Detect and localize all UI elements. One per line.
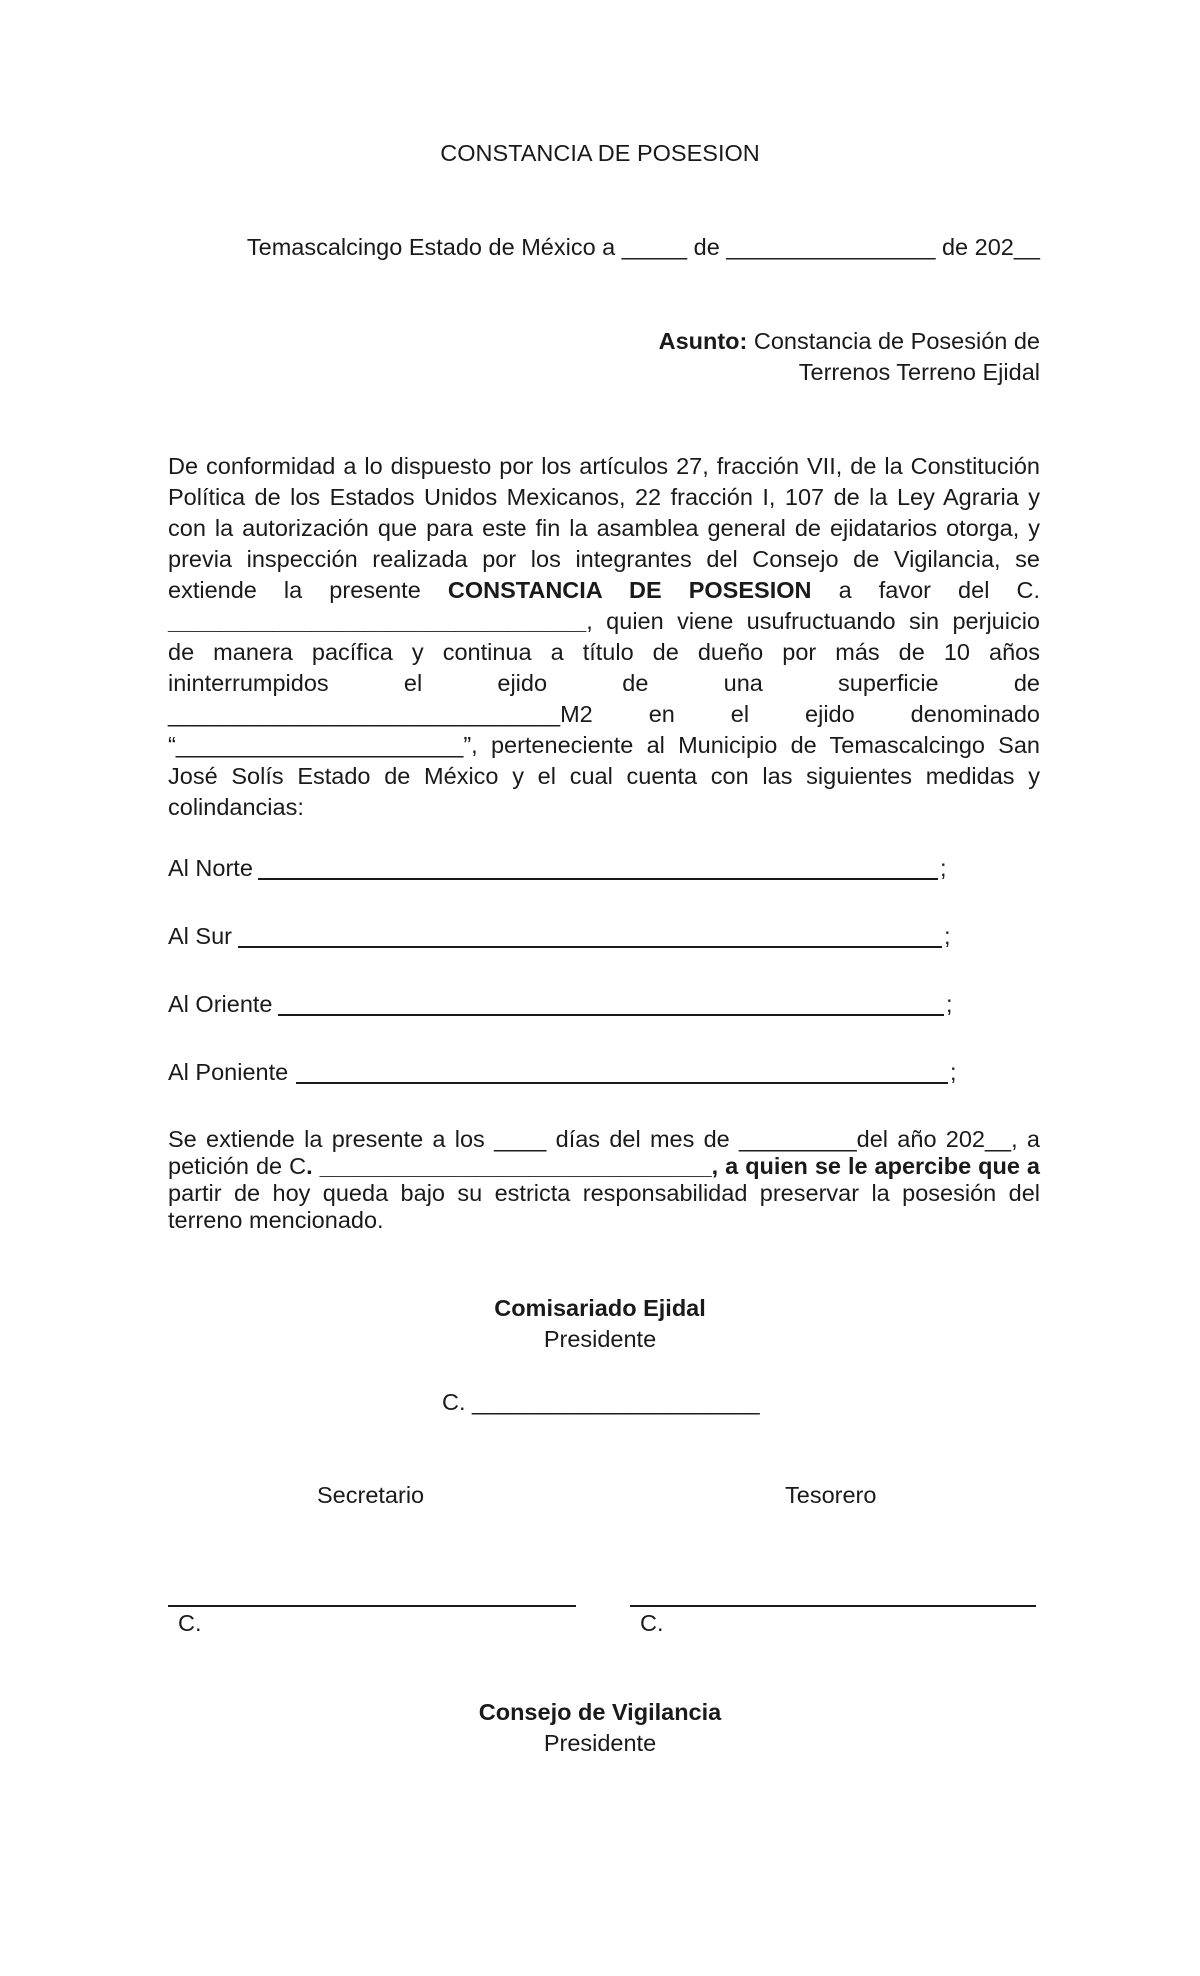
closing-line-3: partir de hoy queda bajo su estricta responsabilidad preservar la posesión del [168,1180,1040,1206]
colindancia-sur-line [238,946,942,948]
ejido-name-blank: ______________________ [175,732,464,758]
body-line-8: ininterrumpidos el ejido de una superficie de [168,670,1040,696]
closing-line-1-a: Se extiende la presente a los [168,1126,495,1152]
body-line-1: De conformidad a lo dispuesto por los artículos 27, fracción VII, de la Constitución [168,453,1040,479]
body-line-5 [168,575,1040,606]
secretario-signature-line [168,1605,576,1607]
body-line-2: Política de los Estados Unidos Mexicanos, 22 fracción I, 107 de la Ley Agraria y [168,484,1040,510]
colindancia-oriente [168,989,273,1020]
month-blank: _________ [739,1126,857,1152]
closing-line-1-c: del año 202__, a [856,1126,1040,1152]
colindancia-norte [168,853,253,884]
body-line-4: previa inspección realizada por los integrantes del Consejo de Vigilancia, se [168,546,1040,572]
date-line [247,232,1040,263]
body-line-9 [168,699,1040,730]
colindancia-poniente-line [296,1082,948,1084]
body-line-10 [168,730,1040,761]
closing-line-2 [168,1153,1040,1180]
date-prefix: Temascalcingo Estado de México a [246,234,622,260]
body-line-10-rest: ”, perteneciente al Municipio de Temascalcingo San [463,732,1040,758]
asunto-text-1: Constancia de Posesión de [747,328,1040,354]
body-line-5-a: extiende la presente [168,577,448,603]
closing-line-4: terreno mencionado. [168,1207,384,1233]
days-blank: ____ [494,1126,547,1152]
body-line-7: de manera pacífica y continua a título de dueño por más de 10 años [168,639,1040,665]
closing-paragraph [168,1126,1040,1234]
secretario-c-label: C. [178,1610,202,1636]
colindancia-poniente [168,1057,288,1088]
body-line-3: con la autorización que para este fin la asamblea general de ejidatarios otorga, y [168,515,1040,541]
date-day-blank: _____ [621,234,688,260]
petitioner-blank: . ______________________________ [306,1153,712,1179]
comisariado-heading: Comisariado Ejidal [494,1295,706,1321]
beneficiary-name-blank: ________________________________ [168,608,587,634]
body-line-12: colindancias: [168,794,304,820]
closing-line-1 [168,1126,1040,1153]
consejo-heading: Consejo de Vigilancia [478,1699,722,1725]
asunto-line-1 [659,326,1040,357]
asunto-label: Asunto: [658,328,748,354]
quote-open: “ [168,732,176,758]
colindancia-oriente-end: ; [946,991,953,1017]
colindancia-norte-label: Al Norte [168,855,253,881]
tesorero-signature-line [630,1605,1036,1607]
body-line-9-rest: M2 en el ejido denominado [560,701,1040,727]
consejo-role: Presidente [543,1730,657,1756]
colindancia-sur-label: Al Sur [168,923,232,949]
surface-blank: ______________________________ [168,701,561,727]
secretario-role: Secretario [317,1482,425,1508]
date-de-1: de [687,234,727,260]
colindancia-oriente-line [278,1014,944,1016]
document-title: CONSTANCIA DE POSESION [440,140,760,166]
comisariado-role: Presidente [543,1326,657,1352]
body-line-5-b: a favor del C. [811,577,1040,603]
body-paragraph [168,451,1040,823]
constancia-bold: CONSTANCIA DE POSESION [447,577,812,603]
body-line-11: José Solís Estado de México y el cual cuenta con las siguientes medidas y [168,763,1040,789]
comisariado-signature [442,1387,760,1418]
colindancia-norte-end: ; [940,855,947,881]
colindancia-sur [168,921,232,952]
colindancia-poniente-label: Al Poniente [168,1059,289,1085]
date-month-blank: ________________ [726,234,936,260]
colindancia-poniente-end: ; [950,1059,957,1085]
colindancia-norte-line [258,878,938,880]
colindancia-sur-end: ; [944,923,951,949]
body-line-6 [168,606,1040,637]
comisariado-c-blank: ______________________ [472,1389,760,1415]
colindancia-oriente-label: Al Oriente [168,991,273,1017]
date-year: de 202__ [935,234,1040,260]
comisariado-c-label: C. [442,1389,473,1415]
closing-line-2-comma: , a quien se le apercibe que a [711,1153,1040,1179]
asunto-line-2: Terrenos Terreno Ejidal [798,359,1040,385]
closing-line-2-a: petición de C [168,1153,307,1179]
closing-line-1-b: días del mes de [546,1126,740,1152]
body-line-6-rest: , quien viene usufructuando sin perjuicio [586,608,1040,634]
tesorero-c-label: C. [640,1610,664,1636]
tesorero-role: Tesorero [785,1482,877,1508]
